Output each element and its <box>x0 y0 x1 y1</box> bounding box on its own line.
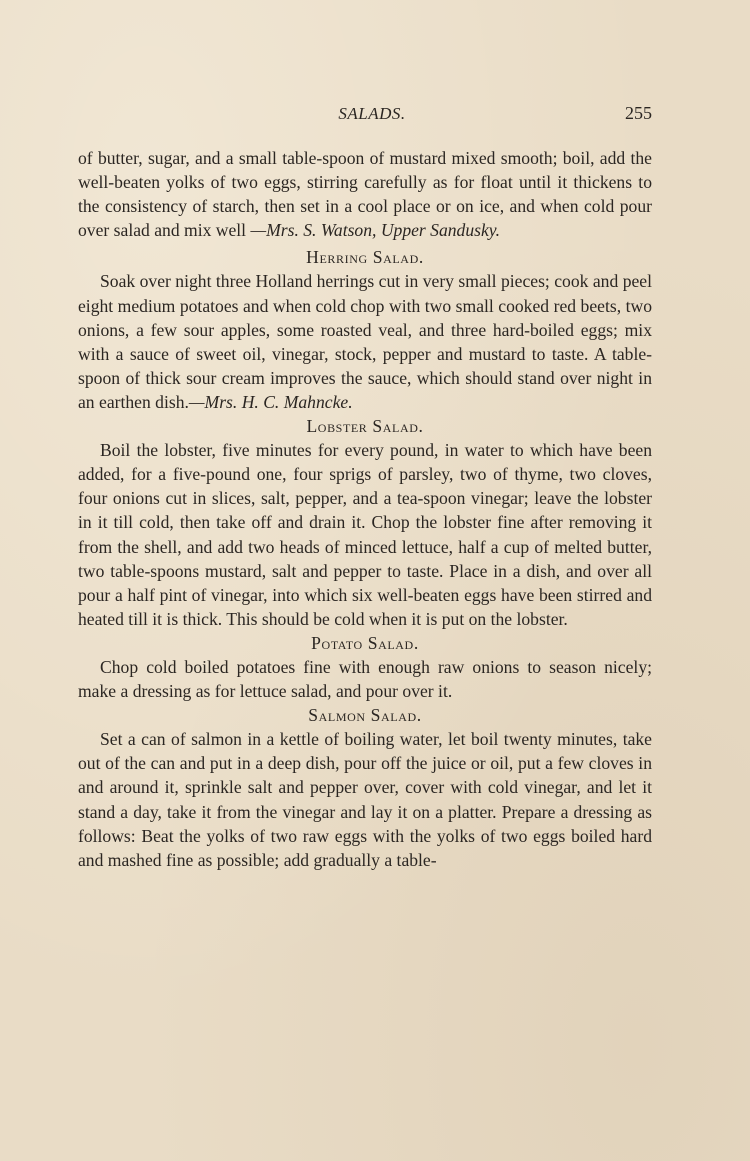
salmon-salad-heading: Salmon Salad. <box>308 705 422 726</box>
potato-salad-heading: Potato Salad. <box>311 632 419 653</box>
herring-salad-heading: Herring Salad. <box>306 247 424 268</box>
herring-salad-signature: —Mrs. H. C. Mahncke. <box>188 391 353 412</box>
salmon-salad-paragraph: Set a can of salmon in a kettle of boiling water, let boil twenty minutes, take out of the can and put in a deep dish, pour off the juice or oil, put a few cloves in and around it, sprinkle salt and pepper over, cover with cold vinegar, and let it stand a day, take it from the vinegar and lay it on a platter. Prepare a dressing as follows: Beat the yolks of two raw eggs with the yolks of two eggs boiled hard and mashed fine as possible; add gradually a table- <box>78 729 652 870</box>
herring-salad-paragraph <box>78 269 652 414</box>
lobster-salad-heading: Lobster Salad. <box>306 416 424 437</box>
continuation-paragraph <box>78 146 652 242</box>
continuation-signature: —Mrs. S. Watson, Upper Sandusky. <box>250 220 501 241</box>
page-number: 255 <box>625 103 652 123</box>
running-head <box>78 100 652 130</box>
running-title: SALADS. <box>338 104 406 123</box>
continuation-text: of butter, sugar, and a small table-spoon of mustard mixed smooth; boil, add the well-beaten yolks of two eggs, stirring carefully as for float until it thickens to the consistency of starch, then set in a cool place or on ice, and when cold pour over salad and mix well <box>78 148 652 241</box>
potato-salad-paragraph: Chop cold boiled potatoes fine with enough raw onions to season nicely; make a dressing as for lettuce salad, and pour over it. <box>78 656 652 702</box>
lobster-salad-paragraph: Boil the lobster, five minutes for every pound, in water to which have been added, for a five-pound one, four sprigs of parsley, two of thyme, two cloves, four onions cut in slices, salt, pepper, and a tea-spoon vinegar; leave the lobster in it till cold, then take off and drain it. Chop the lobster fine after removing it from the shell, and add two heads of minced lettuce, half a cup of melted butter, two table-spoons mustard, salt and pepper to taste. Place in a dish, and over all pour a half pint of vinegar, into which six well-beaten eggs have been stirred and heated till it is thick. This should be cold when it is put on the lobster. <box>78 440 652 629</box>
text-block <box>78 146 652 872</box>
herring-salad-text: Soak over night three Holland herrings cut in very small pieces; cook and peel eight medium potatoes and when cold chop with two small cooked red beets, two onions, a few sour apples, some roasted veal, and three hard-boiled eggs; mix with a sauce of sweet oil, vinegar, stock, pepper and mustard to taste. A table-spoon of thick sour cream improves the sauce, which should stand over night in an earthen dish. <box>78 271 652 412</box>
